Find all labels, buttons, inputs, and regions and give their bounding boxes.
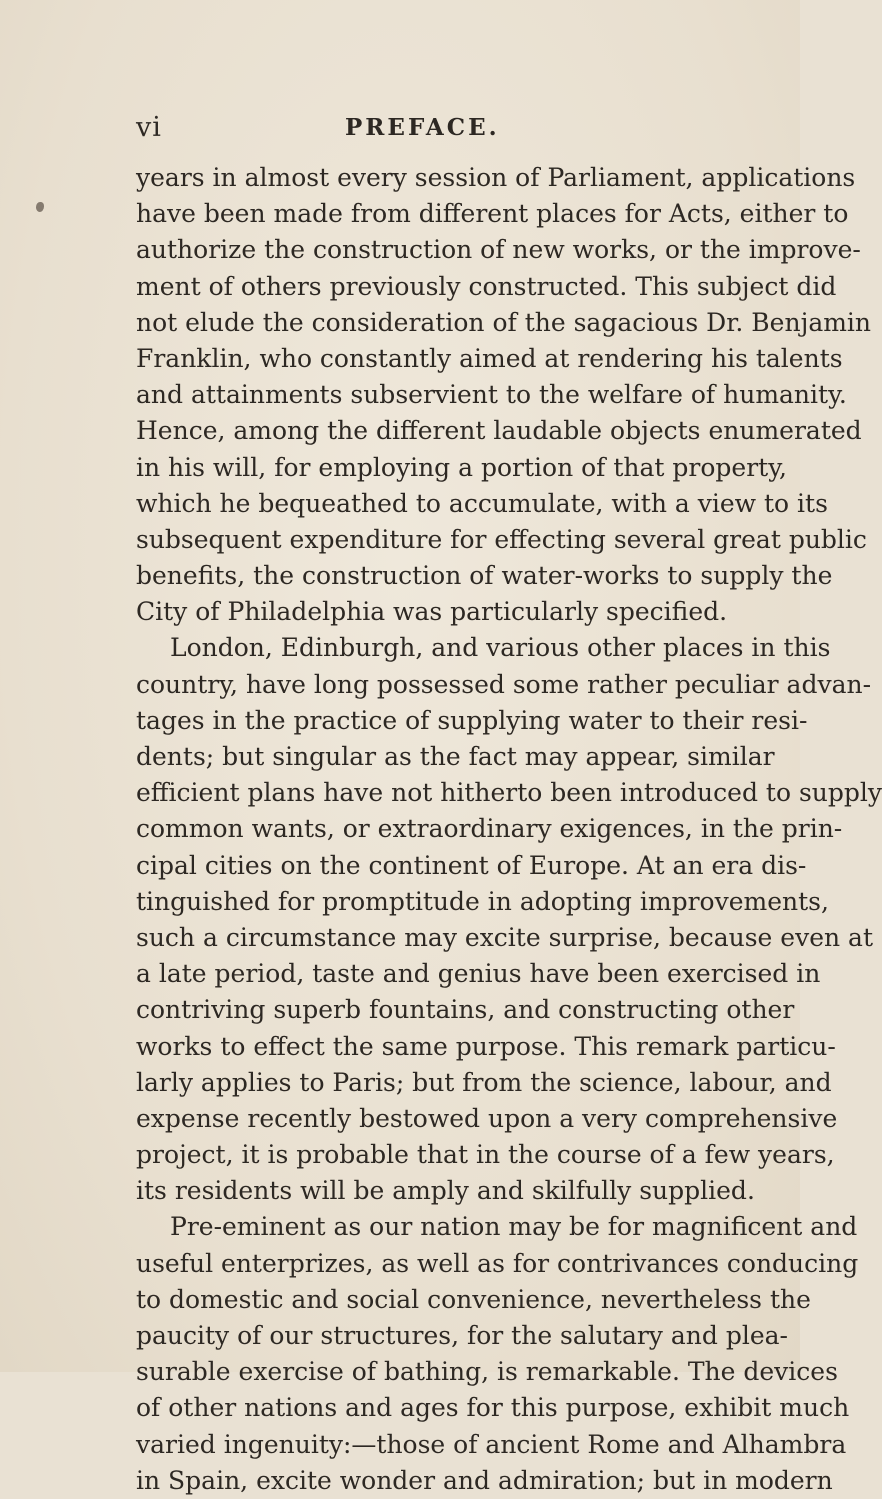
page-header bbox=[136, 112, 722, 142]
text-line: to domestic and social convenience, nevertheless the bbox=[136, 1284, 811, 1314]
text-line: works to effect the same purpose. This remark particu- bbox=[136, 1031, 836, 1061]
text-line: benefits, the construction of water-works to supply the bbox=[136, 561, 833, 591]
text-line: years in almost every session of Parliament, applications bbox=[136, 163, 856, 192]
body-text bbox=[136, 160, 882, 1499]
text-line: a late period, taste and genius have been exercised in bbox=[136, 959, 821, 989]
text-line: larly applies to Paris; but from the science, labour, and bbox=[136, 1067, 832, 1097]
text-line: project, it is probable that in the course of a few years, bbox=[136, 1140, 835, 1170]
text-line: Pre-eminent as our nation may be for magnificent and bbox=[170, 1212, 858, 1242]
text-line: and attainments subservient to the welfare of humanity. bbox=[136, 380, 847, 410]
ink-blot bbox=[36, 202, 44, 212]
text-line: expense recently bestowed upon a very comprehensive bbox=[136, 1103, 838, 1133]
text-line: which he bequeathed to accumulate, with a view to its bbox=[136, 488, 828, 518]
running-head: PREFACE. bbox=[345, 114, 500, 141]
text-line: varied ingenuity:—those of ancient Rome and Alhambra bbox=[136, 1429, 847, 1459]
text-line: of other nations and ages for this purpose, exhibit much bbox=[136, 1393, 850, 1423]
text-line: authorize the construction of new works, or the improve- bbox=[136, 235, 861, 265]
text-line: paucity of our structures, for the salutary and plea- bbox=[136, 1321, 788, 1350]
text-line: London, Edinburgh, and various other places in this bbox=[170, 633, 831, 663]
text-line: its residents will be amply and skilfully supplied. bbox=[136, 1176, 755, 1206]
text-line: common wants, or extraordinary exigences, in the prin- bbox=[136, 814, 843, 844]
text-line: dents; but singular as the fact may appear, similar bbox=[136, 742, 775, 771]
text-line: City of Philadelphia was particularly specified. bbox=[136, 597, 728, 627]
text-line: such a circumstance may excite surprise, because even at bbox=[136, 922, 874, 952]
text-line: Franklin, who constantly aimed at rendering his talents bbox=[136, 343, 843, 373]
text-line: in Spain, excite wonder and admiration; but in modern bbox=[136, 1465, 833, 1495]
text-line: tinguished for promptitude in adopting improvements, bbox=[136, 886, 829, 916]
text-line: surable exercise of bathing, is remarkable. The devices bbox=[136, 1357, 838, 1387]
text-line: ment of others previously constructed. This subject did bbox=[136, 271, 837, 301]
text-line: subsequent expenditure for effecting several great public bbox=[136, 524, 867, 554]
text-line: in his will, for employing a portion of that property, bbox=[136, 452, 787, 482]
page-number: vi bbox=[136, 112, 162, 143]
text-line: not elude the consideration of the sagacious Dr. Benjamin bbox=[136, 307, 872, 337]
text-line: tages in the practice of supplying water to their resi- bbox=[136, 705, 808, 735]
text-line: useful enterprizes, as well as for contrivances conducing bbox=[136, 1248, 859, 1278]
text-line: cipal cities on the continent of Europe. At an era dis- bbox=[136, 850, 807, 880]
text-line: contriving superb fountains, and constructing other bbox=[136, 995, 795, 1025]
text-line: have been made from different places for Acts, either to bbox=[136, 199, 849, 229]
text-line: efficient plans have not hitherto been introduced to supply bbox=[136, 778, 882, 808]
text-line: country, have long possessed some rather peculiar advan- bbox=[136, 669, 872, 699]
text-line: Hence, among the different laudable objects enumerated bbox=[136, 416, 862, 446]
